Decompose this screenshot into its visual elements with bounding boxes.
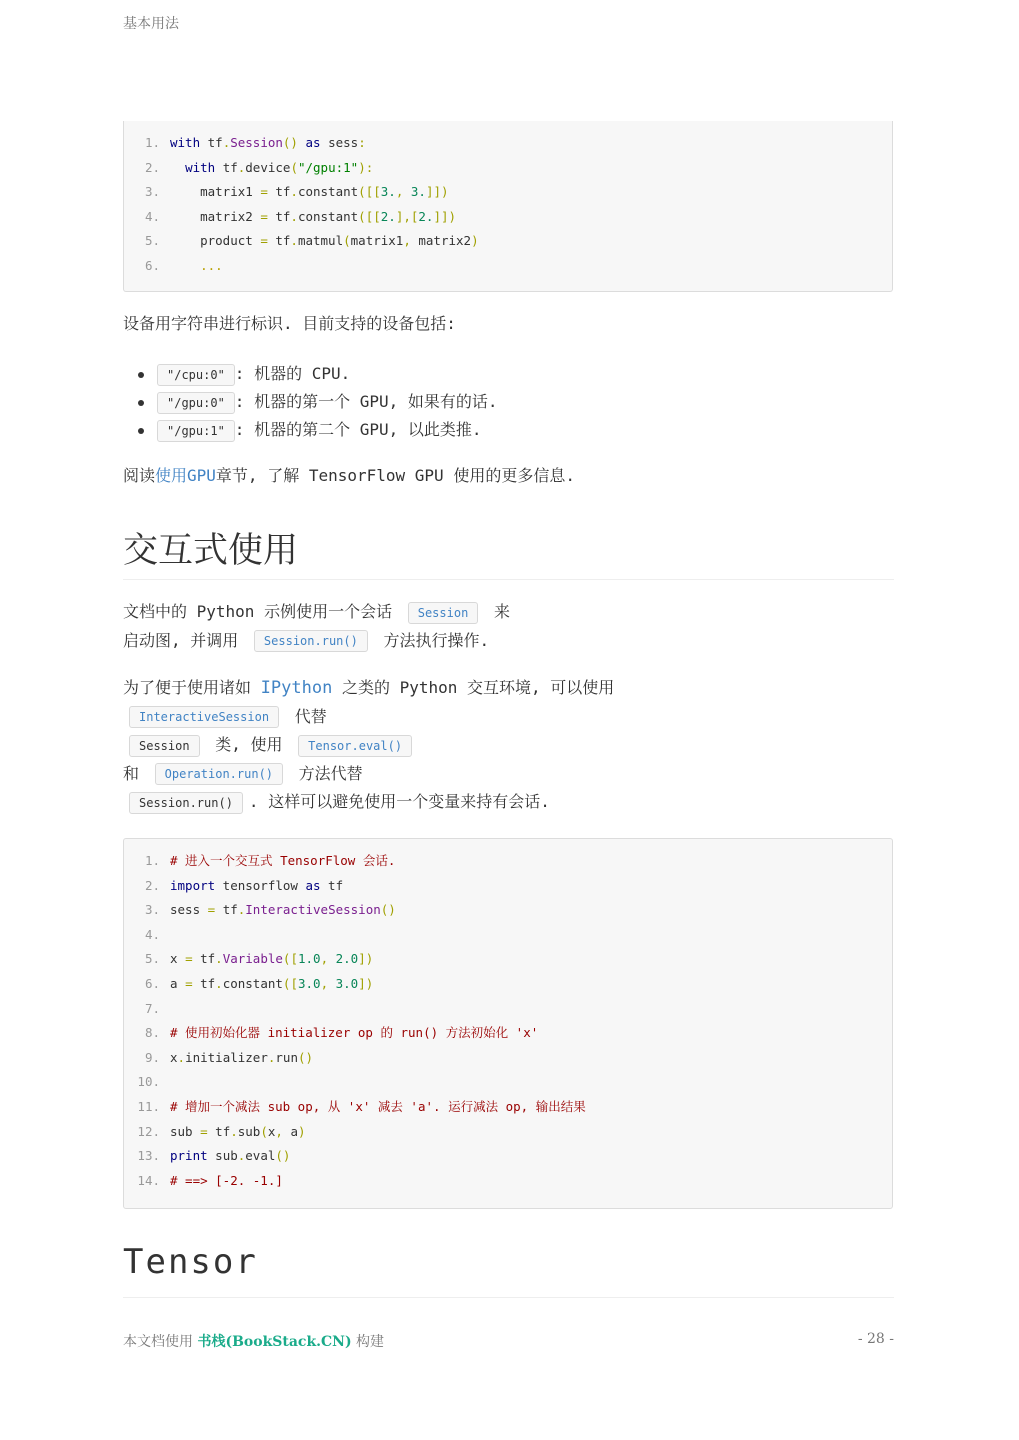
section-title-tensor: Tensor <box>123 1242 258 1282</box>
code-line <box>124 156 892 181</box>
line-number: 9. <box>144 1049 160 1065</box>
line-number: 4. <box>144 926 160 942</box>
text: 方法代替 <box>298 763 363 783</box>
para-line <box>123 627 883 656</box>
inline-code-session[interactable]: Session <box>408 602 479 624</box>
line-number: 11. <box>137 1098 160 1114</box>
code-text: # 增加一个减法 sub op, 从 'x' 减去 'a'. 运行减法 op, 输出结果 <box>170 1098 586 1114</box>
code-text: # ==> [-2. -1.] <box>170 1172 283 1188</box>
line-number: 2. <box>144 159 160 175</box>
inline-code-session: Session <box>129 735 200 757</box>
line-number: 3. <box>144 902 160 918</box>
text: 来 <box>493 602 510 621</box>
code-line <box>124 229 892 254</box>
read-more-prefix: 阅读 <box>123 466 156 485</box>
code-text: # 进入一个交互式 TensorFlow 会话. <box>170 853 396 868</box>
interactive-para-2 <box>123 674 883 817</box>
para-line <box>123 598 883 627</box>
code-text: ... <box>200 257 223 273</box>
ipython-link[interactable]: IPython <box>260 678 333 698</box>
list-item <box>138 416 498 444</box>
section-divider <box>123 1297 894 1298</box>
device-desc: : 机器的第一个 GPU, 如果有的话. <box>234 392 498 411</box>
para-line <box>123 788 883 817</box>
code-text: a = tf.constant([3.0, 3.0]) <box>170 975 374 991</box>
code-text: print sub.eval() <box>170 1148 291 1164</box>
code-text: with tf.device("/gpu:1"): <box>185 159 374 175</box>
para-line <box>123 674 883 703</box>
code-line <box>124 254 892 279</box>
code-text: sess = tf.InteractiveSession() <box>170 902 396 918</box>
code-block-interactive <box>123 838 893 1209</box>
list-item <box>138 360 498 388</box>
code-line <box>124 1095 892 1120</box>
text: 启动图, 并调用 <box>123 630 239 650</box>
text: 代替 <box>294 706 327 726</box>
inline-code-session-run: Session.run() <box>129 792 243 814</box>
line-number: 3. <box>144 184 160 200</box>
inline-code-session-run[interactable]: Session.run() <box>254 630 368 652</box>
code-lines <box>124 131 892 279</box>
code-text: product = tf.matmul(matrix1, matrix2) <box>170 233 479 249</box>
code-text: matrix1 = tf.constant([[3., 3.]]) <box>170 184 449 200</box>
line-number: 2. <box>144 877 160 893</box>
page-number: - 28 - <box>857 1331 894 1347</box>
line-number: 1. <box>144 135 160 150</box>
code-line <box>124 1169 892 1194</box>
code-line <box>124 947 892 972</box>
line-number: 5. <box>144 951 160 967</box>
inline-code-operation-run[interactable]: Operation.run() <box>155 763 283 785</box>
code-line <box>124 997 892 1022</box>
code-line <box>124 1021 892 1046</box>
line-number: 8. <box>144 1025 160 1041</box>
text: 文档中的 Python 示例使用一个会话 <box>123 602 393 621</box>
para-line <box>123 760 883 789</box>
code-line <box>124 1046 892 1071</box>
code-line <box>124 131 892 156</box>
line-number: 7. <box>144 1000 160 1016</box>
bullet-icon <box>138 428 144 434</box>
inline-code: "/gpu:0" <box>157 392 235 414</box>
text: 类, 使用 <box>215 735 283 754</box>
line-number: 4. <box>144 208 160 224</box>
code-line <box>124 1120 892 1145</box>
code-lines <box>124 849 892 1193</box>
code-block-device <box>123 121 893 292</box>
para-line <box>123 731 883 760</box>
line-number: 13. <box>137 1148 160 1164</box>
devices-intro: 设备用字符串进行标识. 目前支持的设备包括: <box>123 314 456 333</box>
text: 之类的 Python 交互环境, 可以使用 <box>341 678 615 697</box>
interactive-para-1 <box>123 598 883 655</box>
footer-prefix: 本文档使用 <box>123 1334 198 1350</box>
footer-suffix: 构建 <box>351 1334 385 1350</box>
code-line <box>124 205 892 230</box>
code-line <box>124 923 892 948</box>
code-text: matrix2 = tf.constant([[2.],[2.]]) <box>170 208 457 224</box>
bullet-icon <box>138 400 144 406</box>
code-line <box>124 1144 892 1169</box>
line-number: 6. <box>144 975 160 991</box>
line-number: 10. <box>137 1074 160 1090</box>
code-line <box>124 874 892 899</box>
code-text: import tensorflow as tf <box>170 877 344 893</box>
line-number: 12. <box>137 1123 160 1139</box>
running-header: 基本用法 <box>123 16 179 32</box>
code-text: x = tf.Variable([1.0, 2.0]) <box>170 951 374 967</box>
code-line <box>124 898 892 923</box>
code-text: sub = tf.sub(x, a) <box>170 1123 306 1139</box>
line-number: 6. <box>144 257 160 273</box>
code-line <box>124 180 892 205</box>
bullet-icon <box>138 372 144 378</box>
device-desc: : 机器的 CPU. <box>234 364 351 383</box>
text: 为了便于使用诸如 <box>123 678 252 697</box>
read-more <box>123 462 575 491</box>
text: 方法执行操作. <box>383 630 490 650</box>
footer-brand-link[interactable]: 书栈(BookStack.CN) <box>197 1334 352 1350</box>
text: . 这样可以避免使用一个变量来持有会话. <box>248 792 550 811</box>
code-line <box>124 1070 892 1095</box>
code-line <box>124 849 892 874</box>
inline-code: "/cpu:0" <box>157 364 235 386</box>
inline-code-interactive-session[interactable]: InteractiveSession <box>129 706 279 728</box>
line-number: 5. <box>144 233 160 249</box>
inline-code: "/gpu:1" <box>157 420 235 442</box>
device-desc: : 机器的第二个 GPU, 以此类推. <box>234 420 482 439</box>
device-list <box>138 360 498 444</box>
footer-credit <box>123 1331 384 1351</box>
code-text: # 使用初始化器 initializer op 的 run() 方法初始化 'x' <box>170 1025 539 1041</box>
code-line <box>124 972 892 997</box>
inline-code-tensor-eval[interactable]: Tensor.eval() <box>298 735 412 757</box>
text: 和 <box>123 763 140 783</box>
line-number: 1. <box>144 853 160 868</box>
section-title-interactive: 交互式使用 <box>123 531 299 571</box>
para-line <box>123 703 883 732</box>
read-more-suffix: 章节, 了解 TensorFlow GPU 使用的更多信息. <box>215 466 575 485</box>
list-item <box>138 388 498 416</box>
line-number: 14. <box>137 1172 160 1188</box>
section-divider <box>123 579 894 580</box>
code-text: x.initializer.run() <box>170 1049 314 1065</box>
gpu-guide-link[interactable]: 使用GPU <box>155 466 216 485</box>
code-text: with tf.Session() as sess: <box>170 135 366 150</box>
